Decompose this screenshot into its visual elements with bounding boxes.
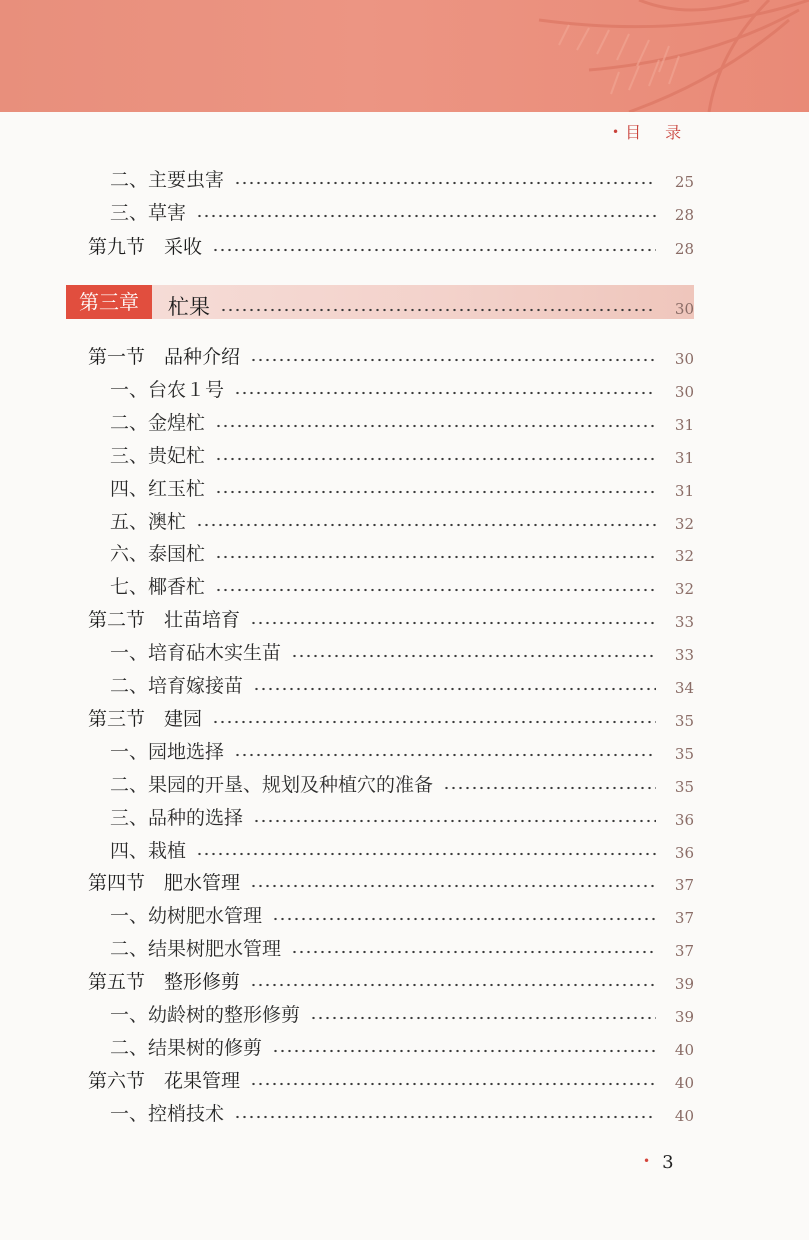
dot-leader [215, 587, 656, 593]
dot-leader [196, 522, 656, 528]
toc-entry-page-number: 33 [674, 646, 694, 664]
toc-subsection-entry[interactable] [110, 161, 694, 191]
toc-subsection-entry[interactable] [110, 404, 694, 434]
toc-entry-label: 三、草害 [110, 202, 187, 224]
toc-entry-page-number: 30 [674, 383, 694, 401]
header-banner [0, 0, 809, 112]
toc-entry-page-number: 32 [674, 547, 694, 565]
toc-entry-label: 第一节 品种介绍 [88, 346, 241, 368]
toc-entry-label: 六、泰国杧 [110, 543, 206, 565]
dot-leader [250, 982, 656, 988]
toc-entry-label: 二、培育嫁接苗 [110, 675, 244, 697]
toc-entry-page-number: 35 [674, 778, 694, 796]
dot-leader [272, 1048, 656, 1054]
toc-entry-label: 一、幼龄树的整形修剪 [110, 1004, 301, 1026]
toc-entry-label: 二、结果树肥水管理 [110, 938, 282, 960]
dot-leader [250, 620, 656, 626]
toc-entry-page-number: 39 [674, 975, 694, 993]
toc-entry-label: 第九节 采收 [88, 236, 203, 258]
dot-leader [272, 916, 656, 922]
toc-subsection-entry[interactable] [110, 733, 694, 763]
toc-entry-label: 第五节 整形修剪 [88, 971, 241, 993]
toc-section-entry[interactable] [88, 700, 694, 730]
toc-subsection-entry[interactable] [110, 568, 694, 598]
dot-leader [253, 818, 656, 824]
toc-entry-label: 第三节 建园 [88, 708, 203, 730]
dot-leader [291, 949, 656, 955]
toc-entry-page-number: 36 [674, 811, 694, 829]
toc-entry-label: 五、澳杧 [110, 511, 187, 533]
toc-entry-label: 三、品种的选择 [110, 807, 244, 829]
dot-leader [196, 213, 656, 219]
toc-entry-label: 二、主要虫害 [110, 169, 225, 191]
toc-subsection-entry[interactable] [110, 1095, 694, 1125]
palm-leaf-decoration [389, 0, 809, 112]
toc-section-entry[interactable] [88, 1062, 694, 1092]
toc-entry-label: 第四节 肥水管理 [88, 872, 241, 894]
dot-leader [250, 883, 656, 889]
dot-leader [212, 247, 656, 253]
toc-entry-label: 一、台农１号 [110, 379, 225, 401]
dot-leader [234, 752, 656, 758]
toc-subsection-entry[interactable] [110, 437, 694, 467]
dot-leader [443, 785, 656, 791]
dot-leader [253, 686, 656, 692]
section-header-label [612, 120, 683, 143]
toc-entry-page-number: 32 [674, 515, 694, 533]
chapter-title: 杧果 [168, 295, 210, 319]
toc-entry-label: 一、园地选择 [110, 741, 225, 763]
toc-entry-label: 第六节 花果管理 [88, 1070, 241, 1092]
dot-leader [220, 307, 656, 313]
toc-entry-label: 二、金煌杧 [110, 412, 206, 434]
chapter-heading[interactable] [168, 288, 694, 318]
toc-entry-page-number: 37 [674, 909, 694, 927]
dot-leader [212, 719, 656, 725]
toc-section-entry[interactable] [88, 601, 694, 631]
toc-entry-label: 四、栽植 [110, 840, 187, 862]
toc-section-entry[interactable] [88, 963, 694, 993]
toc-section-entry[interactable] [88, 338, 694, 368]
chapter-page-number: 30 [674, 300, 694, 318]
toc-entry-page-number: 37 [674, 876, 694, 894]
dot-leader [215, 456, 656, 462]
toc-subsection-entry[interactable] [110, 930, 694, 960]
toc-entry-label: 一、培育砧木实生苗 [110, 642, 282, 664]
toc-entry-page-number: 40 [674, 1107, 694, 1125]
toc-entry-page-number: 31 [674, 449, 694, 467]
dot-leader [234, 180, 656, 186]
toc-subsection-entry[interactable] [110, 535, 694, 565]
header-dot: • [612, 125, 622, 139]
toc-entry-page-number: 31 [674, 416, 694, 434]
dot-leader [215, 423, 656, 429]
toc-entry-label: 四、红玉杧 [110, 478, 206, 500]
footer-dot: • [643, 1154, 651, 1168]
dot-leader [310, 1015, 656, 1021]
dot-leader [196, 851, 656, 857]
header-label-1: 目 [625, 123, 644, 142]
dot-leader [250, 357, 656, 363]
toc-subsection-entry[interactable] [110, 194, 694, 224]
toc-entry-page-number: 35 [674, 745, 694, 763]
toc-subsection-entry[interactable] [110, 667, 694, 697]
toc-section-entry[interactable] [88, 864, 694, 894]
toc-subsection-entry[interactable] [110, 503, 694, 533]
toc-subsection-entry[interactable] [110, 897, 694, 927]
toc-entry-page-number: 40 [674, 1074, 694, 1092]
toc-entry-page-number: 33 [674, 613, 694, 631]
toc-entry-label: 三、贵妃杧 [110, 445, 206, 467]
toc-subsection-entry[interactable] [110, 1029, 694, 1059]
toc-entry-page-number: 28 [674, 240, 694, 258]
toc-entry-label: 七、椰香杧 [110, 576, 206, 598]
dot-leader [234, 1114, 656, 1120]
toc-entry-page-number: 37 [674, 942, 694, 960]
toc-subsection-entry[interactable] [110, 996, 694, 1026]
chapter-tag: 第三章 [66, 285, 152, 319]
header-label-2: 录 [665, 123, 684, 142]
toc-entry-label: 二、果园的开垦、规划及种植穴的准备 [110, 774, 434, 796]
page-number: 3 [662, 1152, 674, 1173]
toc-entry-page-number: 30 [674, 350, 694, 368]
toc-subsection-entry[interactable] [110, 766, 694, 796]
toc-entry-page-number: 28 [674, 206, 694, 224]
toc-entry-page-number: 25 [674, 173, 694, 191]
dot-leader [234, 390, 656, 396]
toc-entry-page-number: 35 [674, 712, 694, 730]
toc-section-entry[interactable] [88, 228, 694, 258]
toc-entry-label: 一、控梢技术 [110, 1103, 225, 1125]
toc-subsection-entry[interactable] [110, 470, 694, 500]
toc-entry-page-number: 40 [674, 1041, 694, 1059]
toc-subsection-entry[interactable] [110, 832, 694, 862]
toc-entry-label: 一、幼树肥水管理 [110, 905, 263, 927]
toc-entry-page-number: 34 [674, 679, 694, 697]
toc-subsection-entry[interactable] [110, 799, 694, 829]
toc-entry-page-number: 36 [674, 844, 694, 862]
dot-leader [215, 554, 656, 560]
toc-entry-page-number: 39 [674, 1008, 694, 1026]
toc-entry-page-number: 31 [674, 482, 694, 500]
toc-entry-page-number: 32 [674, 580, 694, 598]
dot-leader [291, 653, 656, 659]
toc-subsection-entry[interactable] [110, 634, 694, 664]
dot-leader [215, 489, 656, 495]
page-footer [643, 1152, 674, 1173]
toc-entry-label: 第二节 壮苗培育 [88, 609, 241, 631]
toc-entry-label: 二、结果树的修剪 [110, 1037, 263, 1059]
dot-leader [250, 1081, 656, 1087]
toc-subsection-entry[interactable] [110, 371, 694, 401]
